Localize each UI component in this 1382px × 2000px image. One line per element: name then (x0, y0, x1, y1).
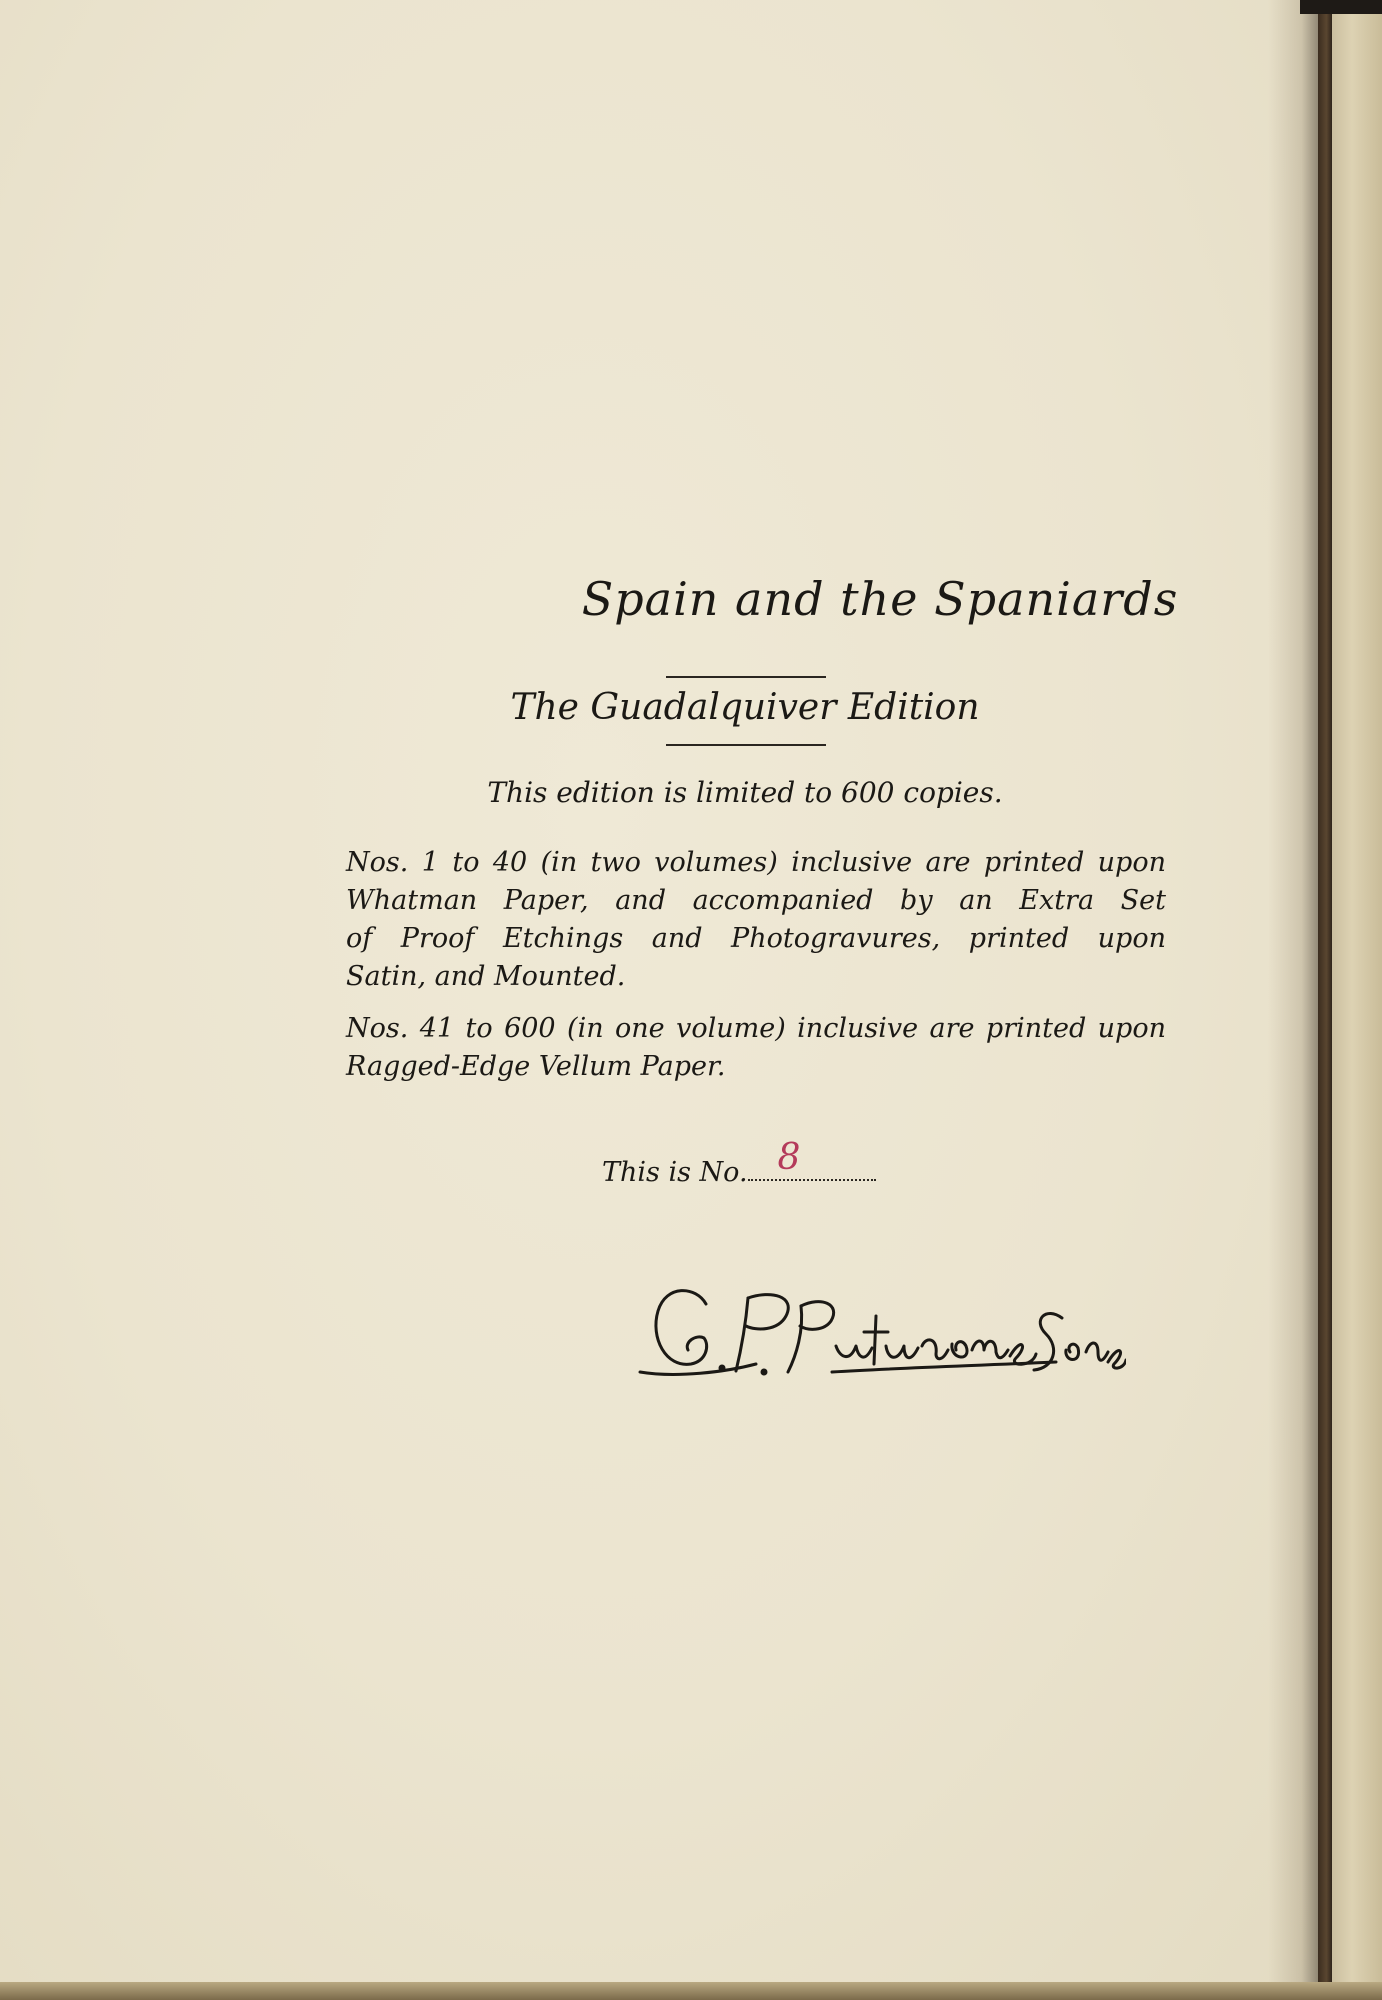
paragraph-line: Nos. 1 to 40 (in two volumes) inclusive are printed upon (346, 847, 1166, 878)
gutter-shadow (1268, 0, 1324, 2000)
publisher-signature (636, 1276, 1126, 1396)
paragraph-line: of Proof Etchings and Photogravures, printed upon (346, 923, 1166, 954)
paragraph-line: Whatman Paper, and accompanied by an Extra Set (346, 885, 1166, 916)
handwritten-copy-number: 8 (777, 1137, 801, 1178)
copy-number-line (602, 1137, 876, 1188)
vellum-paper-paragraph (346, 1010, 1166, 1086)
whatman-paper-paragraph (346, 844, 1166, 996)
edition-limit-statement: This edition is limited to 600 copies. (487, 776, 1003, 809)
copy-number-field (748, 1137, 876, 1181)
paragraph-line: Ragged-Edge Vellum Paper. (346, 1051, 726, 1082)
bottom-page-edge (0, 1982, 1382, 2000)
adjacent-page-edge (1332, 0, 1382, 2000)
title-rule-top (666, 676, 826, 678)
copy-number-label: This is No. (602, 1157, 748, 1188)
book-title: Spain and the Spaniards (581, 572, 1179, 626)
paragraph-line: Nos. 41 to 600 (in one volume) inclusive are printed upon (346, 1013, 1166, 1044)
top-dark-strip (1300, 0, 1382, 14)
book-board-edge (1318, 0, 1332, 2000)
title-rule-bottom (666, 744, 826, 746)
paragraph-line: Satin, and Mounted. (346, 961, 626, 992)
edition-name: The Guadalquiver Edition (510, 687, 980, 728)
